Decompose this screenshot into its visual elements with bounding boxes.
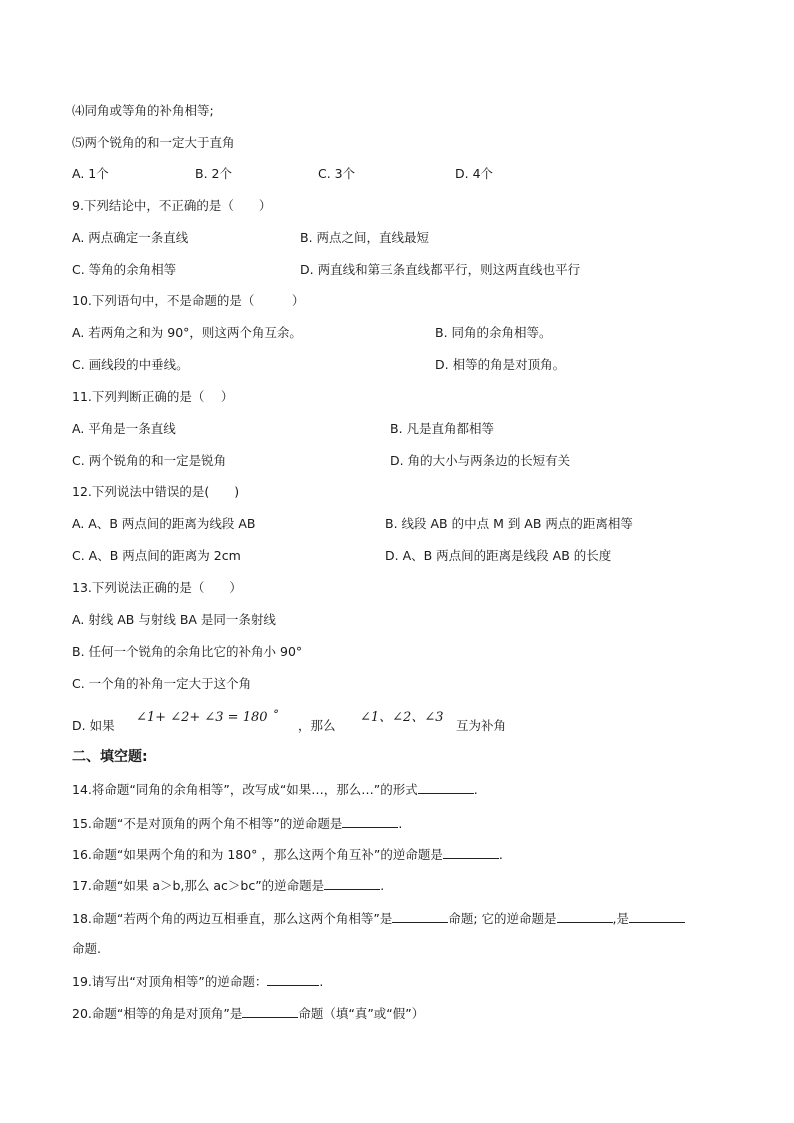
q15-end: . [398,816,403,831]
q16-blank[interactable] [443,846,499,859]
q18-blank-2[interactable] [557,910,613,923]
q14 [72,781,478,798]
q16-end: . [498,847,503,862]
q13-option-d-prefix: D. 如果 [72,718,115,733]
q18-text: 18.命题“若两个角的两边互相垂直，那么这两个角相等”是 [72,911,393,926]
q13-option-b: B. 任何一个锐角的余角比它的补角小 90° [72,644,303,659]
q17-end: . [380,878,385,893]
q18-mid-2: ,是 [612,911,630,926]
q11-stem: 11.下列判断正确的是（ ） [72,389,234,404]
q12-option-a: A. A、B 两点间的距离为线段 AB [72,516,256,531]
q12-stem: 12.下列说法中错误的是( ) [72,484,240,499]
q13-option-d-angles: ∠1、∠2、∠3 [360,710,444,725]
q8-option-a: A. 1个 [72,166,109,181]
q15-text: 15.命题“不是对顶角的两个角不相等”的逆命题是 [72,816,343,831]
q11-option-c: C. 两个锐角的和一定是锐角 [72,453,227,468]
q10-option-d: D. 相等的角是对顶角。 [435,357,566,372]
q20-text: 20.命题“相等的角是对顶角”是 [72,1006,243,1021]
q18-blank-1[interactable] [392,910,448,923]
q13-stem: 13.下列说法正确的是（ ） [72,580,242,595]
q12-option-d: D. A、B 两点间的距离是线段 AB 的长度 [385,548,612,563]
q17-text: 17.命题“如果 a＞b,那么 ac＞bc”的逆命题是 [72,878,325,893]
q19-text: 19.请写出“对顶角相等”的逆命题： [72,974,268,989]
q13-option-d-suffix: 互为补角 [456,718,507,733]
q16 [72,846,503,863]
statement-4: ⑷同角或等角的补角相等; [72,103,214,118]
q20-blank[interactable] [242,1005,298,1018]
q17-blank[interactable] [324,877,380,890]
q16-text: 16.命题“如果两个角的和为 180° ，那么这两个角互补”的逆命题是 [72,847,443,862]
q9-option-d: D. 两直线和第三条直线都平行，则这两直线也平行 [300,262,581,277]
q18 [72,910,685,927]
q10-stem: 10.下列语句中，不是命题的是（ ） [72,293,305,308]
q19 [72,973,323,990]
q20 [72,1005,424,1022]
q13-option-a: A. 射线 AB 与射线 BA 是同一条射线 [72,612,276,627]
q9-option-b: B. 两点之间，直线最短 [300,230,430,245]
q15-blank[interactable] [342,815,398,828]
q14-text: 14.将命题“同角的余角相等”，改写成“如果…，那么…”的形式 [72,782,418,797]
q9-option-c: C. 等角的余角相等 [72,262,177,277]
statement-5: ⑸两个锐角的和一定大于直角 [72,135,235,150]
q13-option-d-equation: ∠1+ ∠2+ ∠3 = 180 ˚ [136,710,279,725]
q9-stem: 9.下列结论中，不正确的是（ ） [72,198,272,213]
q12-option-b: B. 线段 AB 的中点 M 到 AB 两点的距离相等 [385,516,633,531]
q11-option-a: A. 平角是一条直线 [72,421,176,436]
section-title-fill-in: 二、填空题: [72,749,148,765]
q18-continuation: 命题. [72,941,101,956]
q10-option-c: C. 画线段的中垂线。 [72,357,189,372]
q18-mid-1: 命题; 它的逆命题是 [448,911,557,926]
q18-blank-3[interactable] [629,910,685,923]
q19-blank[interactable] [267,973,319,986]
q8-option-d: D. 4个 [455,166,494,181]
q15 [72,815,402,832]
q12-option-c: C. A、B 两点间的距离为 2cm [72,548,241,563]
q13-option-c: C. 一个角的补角一定大于这个角 [72,676,252,691]
q11-option-b: B. 凡是直角都相等 [390,421,495,436]
q11-option-d: D. 角的大小与两条边的长短有关 [390,453,571,468]
q19-end: . [319,974,324,989]
q10-option-b: B. 同角的余角相等。 [435,325,552,340]
q20-end: 命题（填“真”或“假”） [298,1006,425,1021]
q14-blank[interactable] [418,781,474,794]
q8-option-c: C. 3个 [318,166,356,181]
q13-option-d-middle: ，那么 [298,718,336,733]
q9-option-a: A. 两点确定一条直线 [72,230,189,245]
q10-option-a: A. 若两角之和为 90°，则这两个角互余。 [72,325,302,340]
q17 [72,877,384,894]
q8-option-b: B. 2个 [195,166,232,181]
q14-end: . [473,782,478,797]
